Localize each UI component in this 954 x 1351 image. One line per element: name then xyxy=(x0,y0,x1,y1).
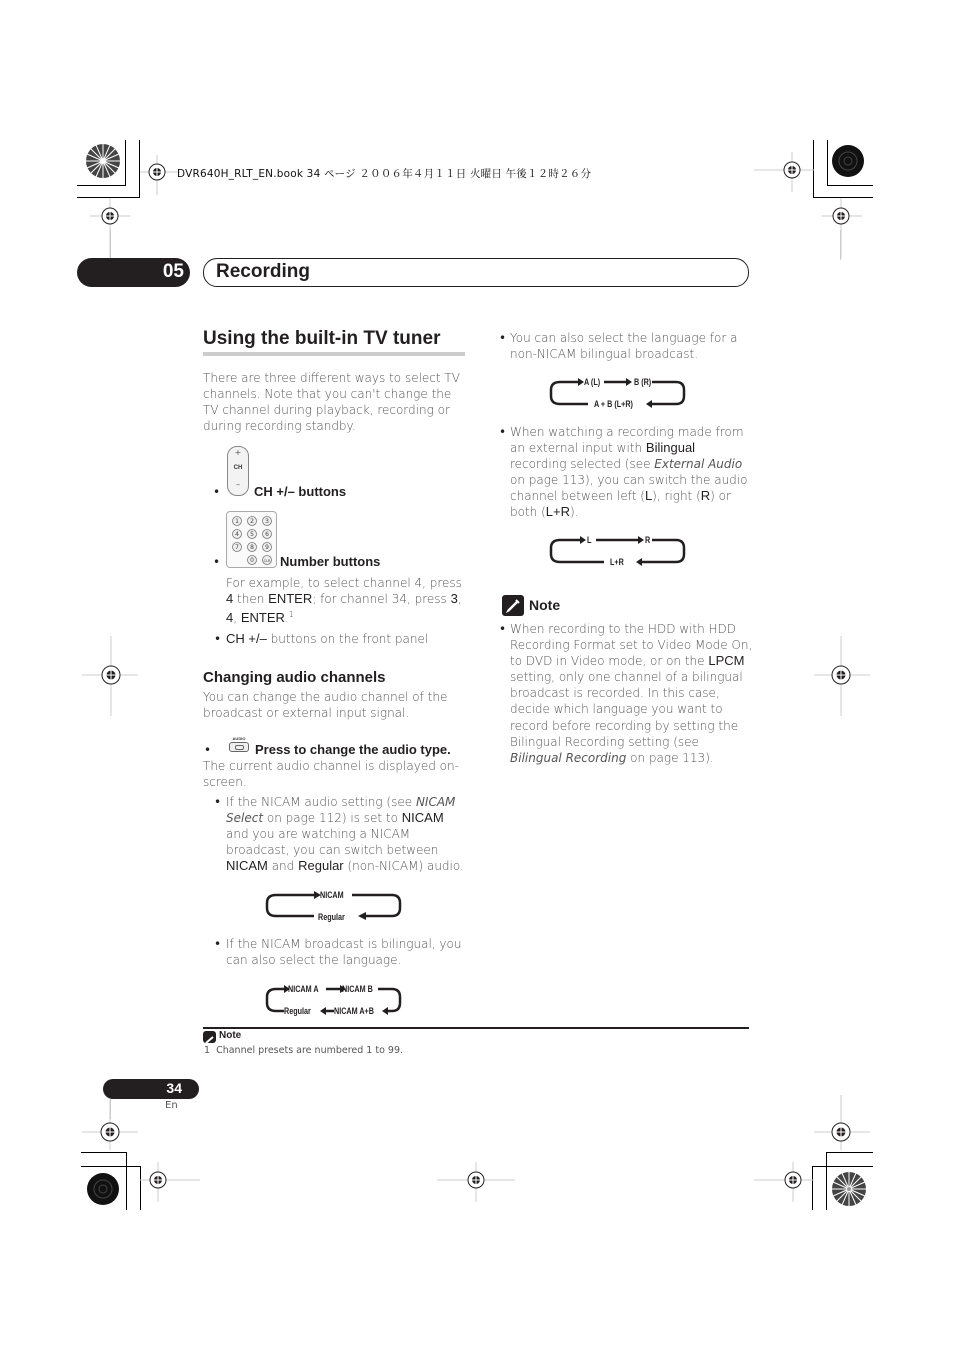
svg-text:2: 2 xyxy=(250,518,254,525)
note-pencil-icon xyxy=(203,1031,216,1043)
ab-cycle-diagram: A (L) B (R) A + B (L+R) xyxy=(548,374,688,414)
svg-text:4: 4 xyxy=(235,531,239,538)
bullet: • xyxy=(214,937,222,951)
subsection-intro: You can change the audio channel of the broadcast or external input signal. xyxy=(203,690,448,721)
crosshair-mark-icon xyxy=(140,1162,200,1202)
bullet: • xyxy=(499,622,507,636)
nicam-cycle-diagram: NICAM Regular xyxy=(264,886,404,924)
number-buttons-label: Number buttons xyxy=(280,554,381,569)
note-pencil-icon xyxy=(502,595,524,616)
bullet: • xyxy=(204,743,212,757)
crosshair-mark-icon xyxy=(814,1095,870,1150)
registration-dark-circle-icon xyxy=(86,1172,120,1206)
svg-text:8: 8 xyxy=(250,544,254,551)
ch-rocker-icon: + CH – xyxy=(227,446,249,496)
svg-text:5: 5 xyxy=(250,531,254,538)
nicam-bullet-text: If the NICAM audio setting (see NICAM Select on page 112) is set to NICAM and you are watching a NICAM broadcast, you can switch between NICAM and Regular (non-NICAM) audio. xyxy=(226,795,464,874)
bullet: • xyxy=(499,425,507,439)
current-audio-text: The current audio channel is displayed on-screen. xyxy=(203,759,459,790)
intro-paragraph: There are three different ways to select TV channels. Note that you can't change the TV channel during playback, recording or during recording standby. xyxy=(203,371,460,434)
crosshair-mark-icon xyxy=(82,636,138,716)
bullet: • xyxy=(213,485,221,499)
svg-text:3: 3 xyxy=(265,518,269,525)
footnote-ref[interactable]: 1 xyxy=(288,610,294,620)
note-text: When recording to the HDD with HDD Recording Format set to Video Mode On, to DVD in Video mode, or on the LPCM setting, only one channel of a bilingual broadcast is recorded. In this case, decide which language you want to record before recording by setting the Bilingual Recording setting (see Bilingual Recording on page 113). xyxy=(510,622,753,765)
number-example-paragraph: For example, to select channel 4, press 4 then ENTER; for channel 34, press 3, 4, ENTER.$^1$ xyxy=(226,576,462,626)
svg-text:CLR: CLR xyxy=(263,559,271,563)
bullet: • xyxy=(213,555,221,569)
page-language: En xyxy=(165,1100,178,1111)
svg-text:9: 9 xyxy=(265,544,269,551)
svg-text:6: 6 xyxy=(265,531,269,538)
svg-text:7: 7 xyxy=(235,544,239,551)
crosshair-mark-icon xyxy=(140,155,180,195)
footnote-title: Note xyxy=(219,1030,242,1041)
note-title: Note xyxy=(529,597,561,613)
bullet: • xyxy=(499,331,507,345)
footnote-divider xyxy=(203,1027,749,1029)
registration-starburst-icon xyxy=(85,143,121,179)
section-title: Using the built-in TV tuner xyxy=(203,328,441,349)
crosshair-mark-icon xyxy=(754,152,814,192)
bullet: • xyxy=(214,795,222,809)
chapter-number-tab xyxy=(77,258,190,287)
crosshair-mark-icon xyxy=(437,1162,515,1202)
subsection-title: Changing audio channels xyxy=(203,669,386,686)
chapter-number: 05 xyxy=(162,261,184,282)
print-header-text: DVR640H_RLT_EN.book 34 ページ ２００６年４月１１日 火曜日 午後１２時２６分 xyxy=(177,168,592,180)
chapter-title-bar xyxy=(203,258,749,287)
audio-button-label: Press to change the audio type. xyxy=(255,742,451,757)
footnote-item: 1 Channel presets are numbered 1 to 99. xyxy=(204,1045,404,1056)
page-number-tab xyxy=(103,1079,199,1099)
registration-starburst-icon xyxy=(831,1171,867,1207)
lr-cycle-diagram: L R L+R xyxy=(548,532,688,572)
ch-buttons-label: CH +/– buttons xyxy=(254,484,347,499)
bullet: • xyxy=(214,632,222,646)
nicam-bilingual-cycle-diagram: NICAM A NICAM B Regular NICAM A+B xyxy=(264,980,404,1020)
number-keypad-icon xyxy=(226,511,277,568)
external-bullet-text: When watching a recording made from an external input with Bilingual recording selected (see External Audio on page 113), you can switch the audio channel between left (L), right (R) or both (L+R). xyxy=(510,425,748,520)
audio-button-icon: AUDIO xyxy=(228,736,250,754)
front-panel-item: CH +/– buttons on the front panel xyxy=(226,631,429,646)
svg-text:0: 0 xyxy=(250,557,254,564)
section-title-rule xyxy=(203,352,465,356)
crosshair-mark-icon xyxy=(754,1162,814,1202)
non-nicam-bullet-text: You can also select the language for a non-NICAM bilingual broadcast. xyxy=(510,331,738,362)
crosshair-mark-icon xyxy=(814,636,870,716)
svg-text:1: 1 xyxy=(235,518,239,525)
bilingual-bullet-text: If the NICAM broadcast is bilingual, you can also select the language. xyxy=(226,937,462,968)
crosshair-mark-icon xyxy=(822,198,862,258)
chapter-title: Recording xyxy=(216,261,310,282)
registration-dark-circle-icon xyxy=(831,144,865,178)
page-number: 34 xyxy=(166,1080,182,1096)
